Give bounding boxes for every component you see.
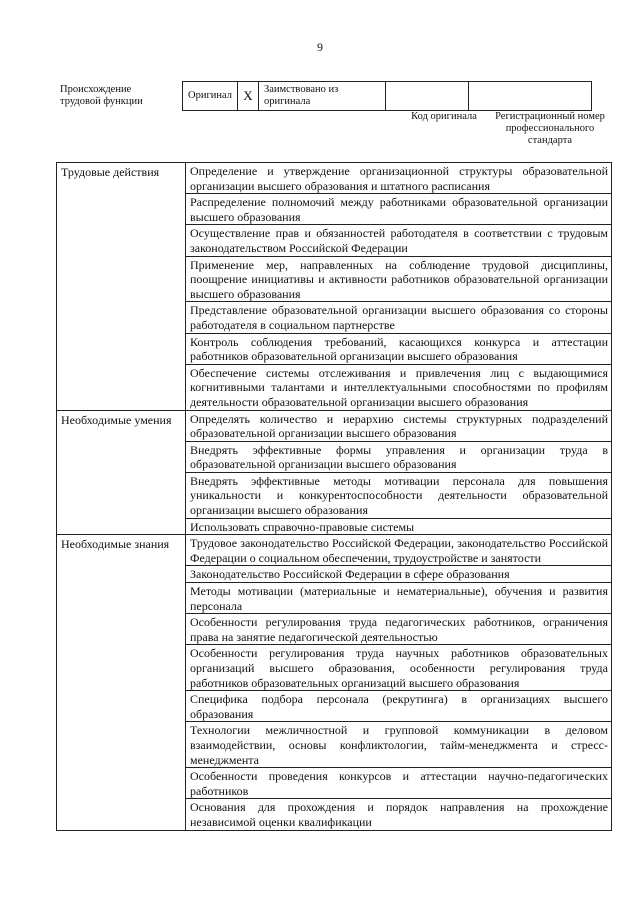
registration-number-label: Регистрационный номер профессионального стандарта bbox=[495, 111, 605, 146]
registration-number-cell bbox=[469, 82, 592, 111]
labor-function-table bbox=[56, 162, 612, 831]
borrowed-label: Заимствовано из оригинала bbox=[259, 82, 386, 111]
section-category: Необходимые знания bbox=[57, 535, 186, 830]
original-mark: X bbox=[238, 82, 259, 111]
labor-function-table-body bbox=[57, 163, 612, 831]
original-code-cell bbox=[386, 82, 469, 111]
section-item: Применение мер, направленных на соблюдение трудовой дисциплины, поощрение инициативы и активности работников образовательной организации высшего образования bbox=[186, 256, 612, 302]
section-item: Осуществление прав и обязанностей работодателя в соответствии с трудовым законодательством Российской Федерации bbox=[186, 225, 612, 256]
origin-table bbox=[182, 81, 592, 111]
section-item: Представление образовательной организации высшего образования со стороны работодателя в социальном партнерстве bbox=[186, 302, 612, 333]
section-item: Внедрять эффективные методы мотивации персонала для повышения уникальности и конкурентоспособности деятельности образовательной организации высшего образования bbox=[186, 472, 612, 518]
section-category: Трудовые действия bbox=[57, 163, 186, 411]
section-item: Определять количество и иерархию системы структурных подразделений образовательной организации высшего образования bbox=[186, 410, 612, 441]
section-item: Особенности проведения конкурсов и аттестации научно-педагогических работников bbox=[186, 768, 612, 799]
code-original-label: Код оригинала bbox=[411, 111, 477, 122]
table-row bbox=[57, 535, 612, 566]
section-item: Специфика подбора персонала (рекрутинга) в организациях высшего образования bbox=[186, 691, 612, 722]
section-item: Распределение полномочий между работниками образовательной организации высшего образования bbox=[186, 194, 612, 225]
section-item: Методы мотивации (материальные и нематериальные), обучения и развития персонала bbox=[186, 583, 612, 614]
table-row bbox=[57, 410, 612, 441]
section-category: Необходимые умения bbox=[57, 410, 186, 535]
table-row bbox=[57, 163, 612, 194]
section-item: Трудовое законодательство Российской Федерации, законодательство Российской Федерации о социальном обеспечении, трудоустройстве и занятости bbox=[186, 535, 612, 566]
original-label: Оригинал bbox=[183, 82, 238, 111]
section-item: Технологии межличностной и групповой коммуникации в деловом взаимодействии, основы конфликтологии, тайм-менеджмента и стресс-менеджмента bbox=[186, 722, 612, 768]
page-number: 9 bbox=[317, 40, 323, 54]
section-item: Определение и утверждение организационной структуры образовательной организации высшего образования и штатного расписания bbox=[186, 163, 612, 194]
origin-label: Происхождение трудовой функции bbox=[60, 84, 143, 107]
section-item: Использовать справочно-правовые системы bbox=[186, 518, 612, 535]
section-item: Обеспечение системы отслеживания и привлечения лиц с выдающимися когнитивными талантами и интеллектуальными способностями по профилям деятельности образовательной организации высшего образования bbox=[186, 364, 612, 410]
section-item: Законодательство Российской Федерации в сфере образования bbox=[186, 566, 612, 583]
section-item: Особенности регулирования труда педагогических работников, ограничения права на занятие педагогической деятельностью bbox=[186, 614, 612, 645]
section-item: Контроль соблюдения требований, касающихся конкурса и аттестации работников образовательной организации высшего образования bbox=[186, 333, 612, 364]
section-item: Внедрять эффективные формы управления и организации труда в образовательной организации высшего образования bbox=[186, 441, 612, 472]
section-item: Основания для прохождения и порядок направления на прохождение независимой оценки квалификации bbox=[186, 799, 612, 830]
section-item: Особенности регулирования труда научных работников образовательных организаций высшего образования, особенности регулирования труда работников образовательных организаций высшего образования bbox=[186, 645, 612, 691]
